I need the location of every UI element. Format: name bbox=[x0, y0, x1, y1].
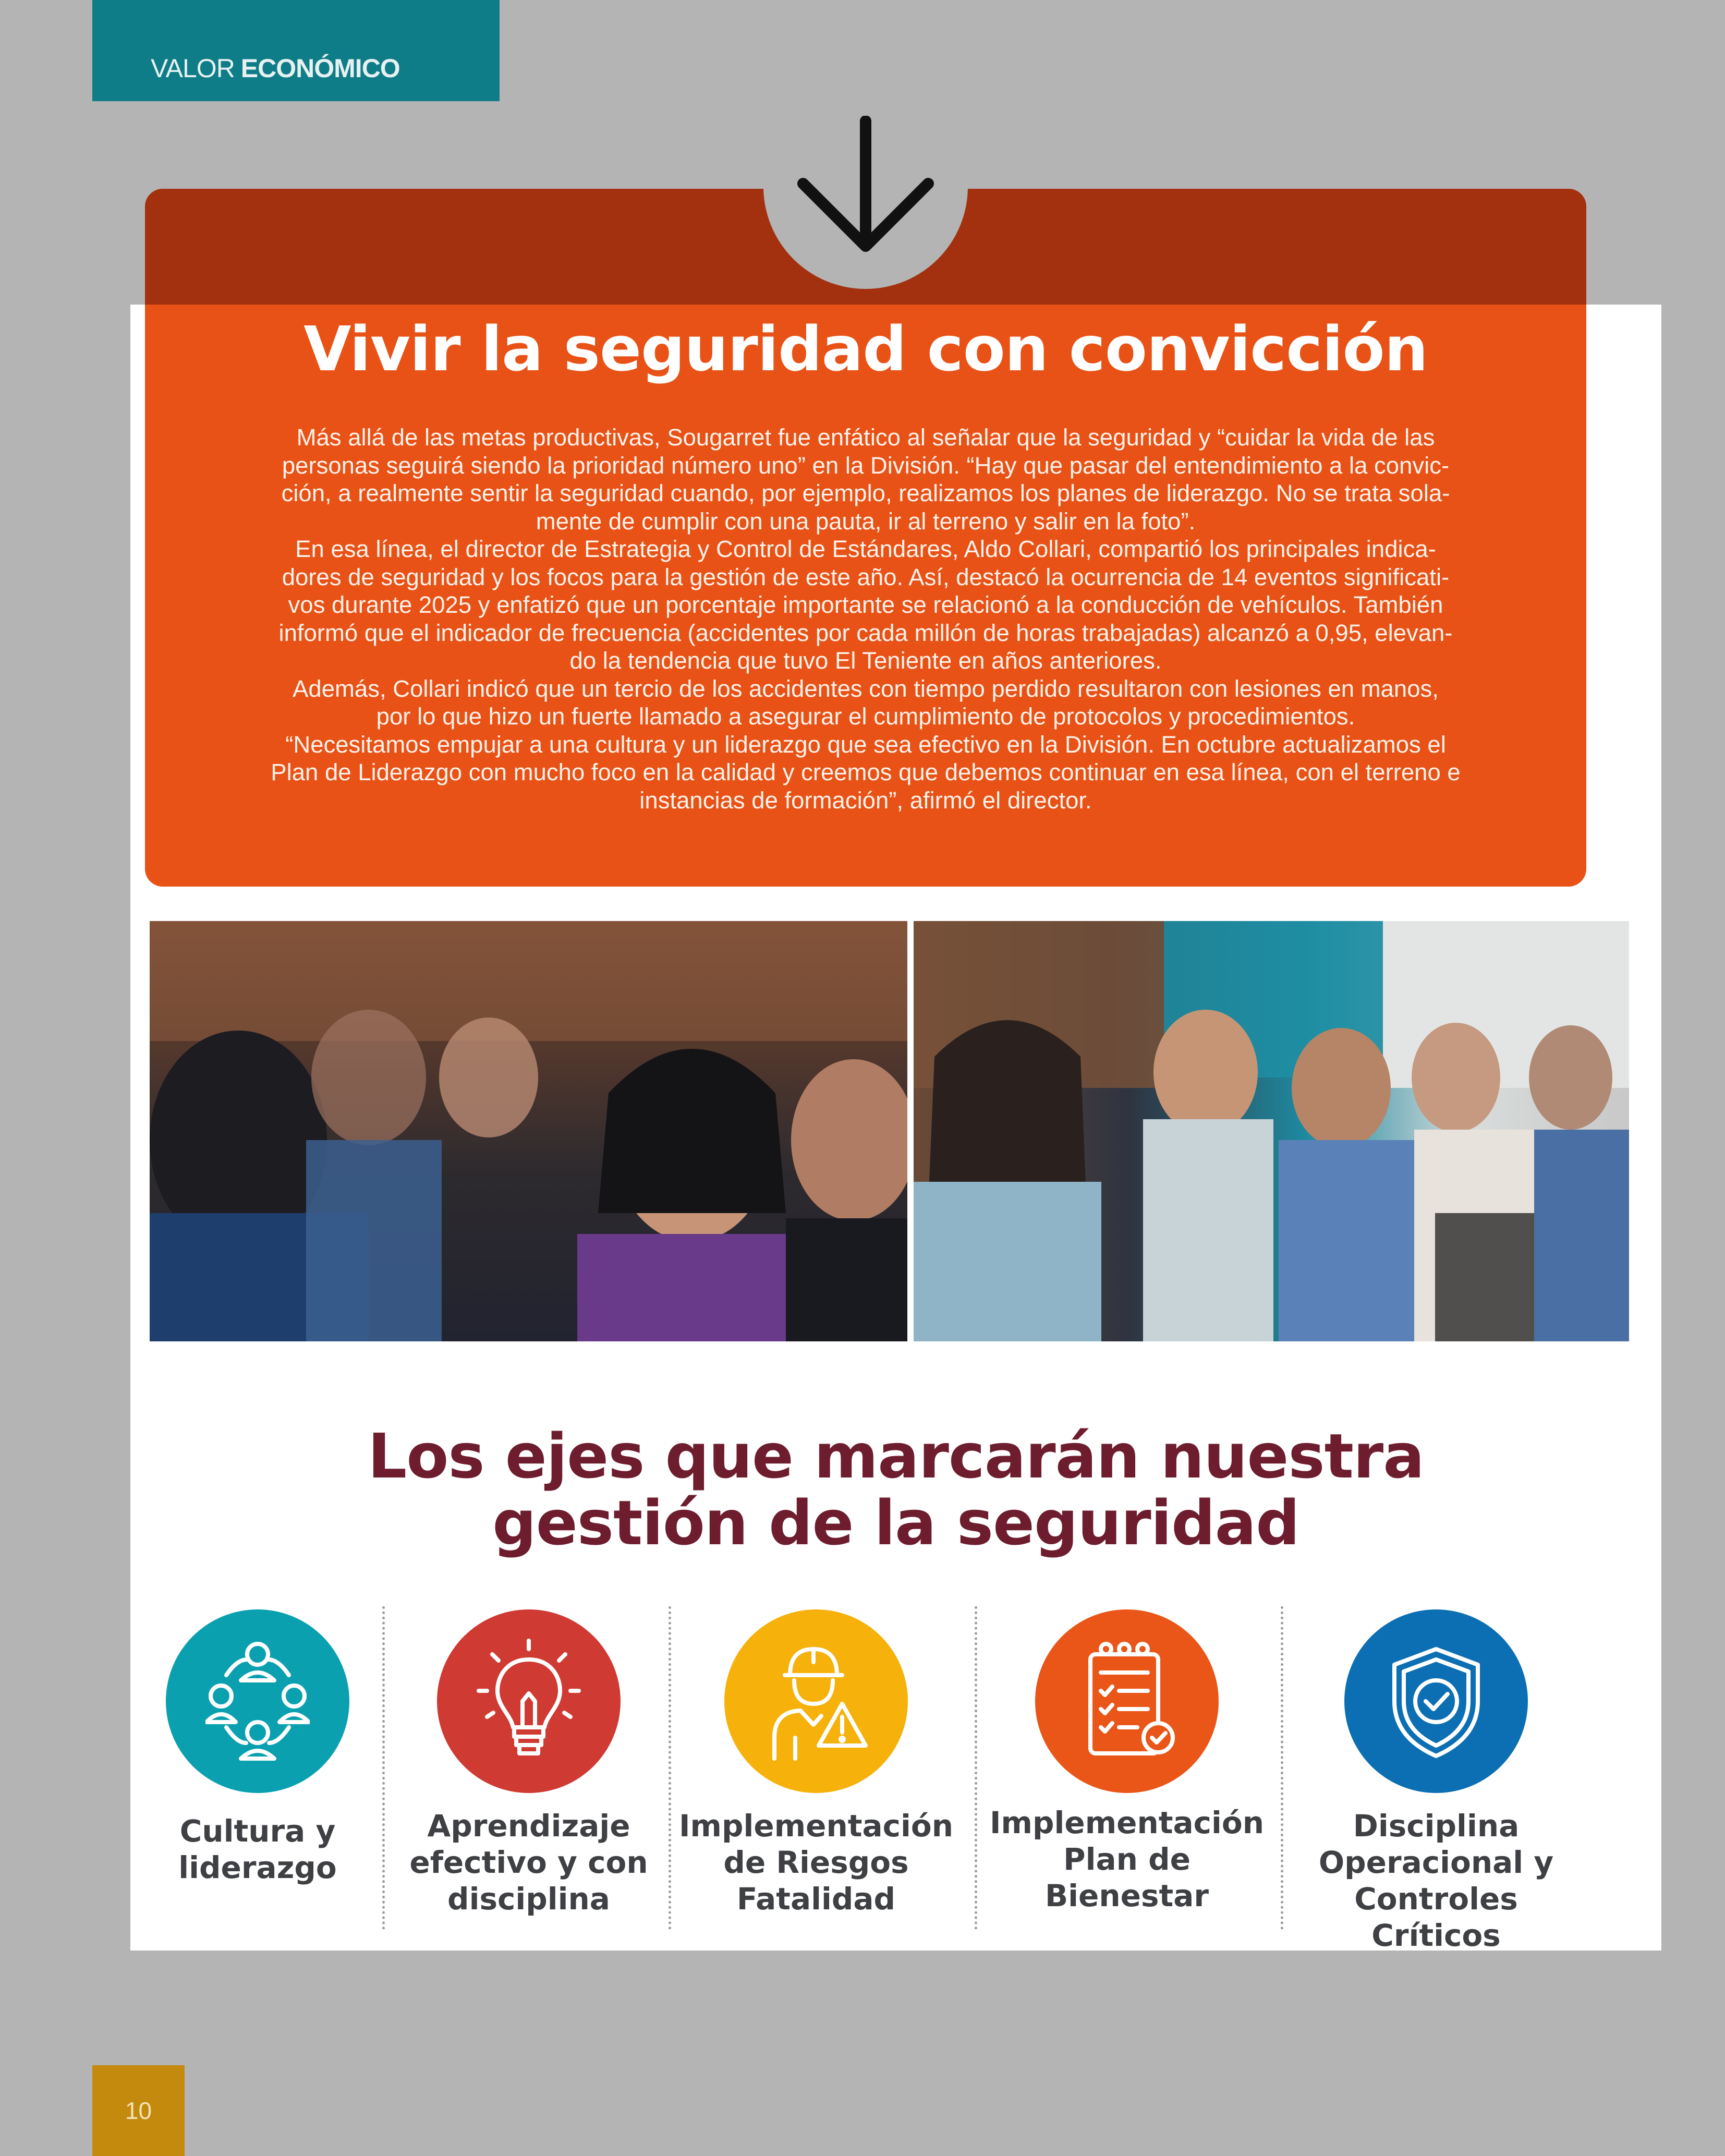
axis-learning-circle bbox=[437, 1609, 621, 1793]
axis-label-line: Controles Críticos bbox=[1354, 1881, 1518, 1953]
axis-culture-circle bbox=[166, 1609, 349, 1793]
section-tag-bold: ECONÓMICO bbox=[240, 54, 400, 83]
article-line: por lo que hizo un fuerte llamado a asegurar el cumplimiento de protocolos y procedimientos. bbox=[376, 703, 1355, 730]
axis-label-line: Implementación bbox=[678, 1808, 954, 1844]
page-number: 10 bbox=[92, 2065, 185, 2156]
article-line: do la tendencia que tuvo El Teniente en años anteriores. bbox=[569, 647, 1162, 674]
axis-fatality-label bbox=[675, 1808, 957, 1917]
axes-section-title bbox=[130, 1420, 1661, 1559]
axis-learning-label bbox=[388, 1808, 670, 1917]
axis-wellbeing-label bbox=[986, 1804, 1268, 1914]
section-tag bbox=[92, 0, 500, 101]
axis-label-line: Plan de bbox=[1063, 1842, 1191, 1877]
axis-discipline-label bbox=[1295, 1808, 1577, 1954]
shield-check-icon bbox=[1384, 1639, 1488, 1764]
axis-label-line: Disciplina bbox=[1353, 1808, 1520, 1844]
article-line: personas seguirá siendo la prioridad número uno” en la División. “Hay que pasar del entendimiento a la convic- bbox=[282, 452, 1450, 479]
axis-label-line: Fatalidad bbox=[736, 1881, 896, 1917]
article-body bbox=[203, 423, 1528, 814]
section-tag-light: VALOR bbox=[151, 54, 235, 83]
people-network-icon bbox=[205, 1639, 310, 1764]
axis-label-line: Aprendizaje bbox=[427, 1808, 630, 1844]
article-line: “Necesitamos empujar a una cultura y un liderazgo que sea efectivo en la División. En octubre actualizamos el bbox=[285, 731, 1446, 758]
axis-label-line: Implementación bbox=[989, 1805, 1265, 1840]
article-line: ción, a realmente sentir la seguridad cuando, por ejemplo, realizamos los planes de liderazgo. No se trata sola- bbox=[281, 480, 1450, 506]
axis-wellbeing-circle bbox=[1035, 1609, 1219, 1793]
article-line: mente de cumplir con una pauta, ir al terreno y salir en la foto”. bbox=[536, 507, 1196, 535]
axis-divider bbox=[669, 1606, 671, 1930]
checklist-icon bbox=[1075, 1639, 1179, 1764]
axis-divider bbox=[975, 1606, 977, 1930]
axis-label-line: efectivo y con bbox=[409, 1845, 648, 1880]
article-line: informó que el indicador de frecuencia (accidentes por cada millón de horas trabajadas) alcanzó a 0,95, elevan- bbox=[278, 619, 1453, 646]
axis-label-line: liderazgo bbox=[178, 1850, 337, 1885]
arrow-down-icon bbox=[787, 116, 944, 257]
article-line: En esa línea, el director de Estrategia y Control de Estándares, Aldo Collari, compartió los principales indica- bbox=[295, 536, 1436, 562]
axis-label-line: disciplina bbox=[447, 1881, 610, 1917]
article-line: Además, Collari indicó que un tercio de los accidentes con tiempo perdido resultaron con lesiones en manos, bbox=[293, 675, 1439, 702]
article-line: dores de seguridad y los focos para la gestión de este año. Así, destacó la ocurrencia de 14 eventos significati- bbox=[282, 563, 1450, 590]
axes-title-line2: gestión de la seguridad bbox=[492, 1487, 1299, 1559]
axis-label-line: Operacional y bbox=[1318, 1845, 1554, 1880]
article-line: Plan de Liderazgo con mucho foco en la calidad y creemos que debemos continuar en esa línea, con el terreno e bbox=[271, 759, 1461, 785]
axes-title-line1: Los ejes que marcarán nuestra bbox=[368, 1420, 1424, 1492]
article-line: Más allá de las metas productivas, Sougarret fue enfático al señalar que la seguridad y “cuidar la vida de las bbox=[296, 424, 1435, 451]
axis-fatality-circle bbox=[724, 1609, 908, 1793]
article-line: vos durante 2025 y enfatizó que un porcentaje importante se relacionó a la conducción de vehículos. También bbox=[288, 591, 1443, 618]
axis-discipline-circle bbox=[1344, 1609, 1528, 1793]
article-title: Vivir la seguridad con convicción bbox=[303, 313, 1428, 385]
axis-culture-label bbox=[117, 1813, 398, 1886]
axis-label-line: de Riesgos bbox=[723, 1845, 909, 1880]
axis-label-line: Cultura y bbox=[179, 1813, 336, 1849]
axis-divider bbox=[382, 1606, 385, 1930]
axis-label-line: Bienestar bbox=[1044, 1878, 1209, 1913]
worker-warning-icon bbox=[764, 1639, 868, 1764]
event-photo-audience-right bbox=[914, 921, 1629, 1341]
article-line: instancias de formación”, afirmó el director. bbox=[639, 786, 1092, 814]
axis-divider bbox=[1281, 1606, 1283, 1930]
event-photo-audience-left bbox=[150, 921, 907, 1341]
lightbulb-icon bbox=[477, 1639, 581, 1764]
